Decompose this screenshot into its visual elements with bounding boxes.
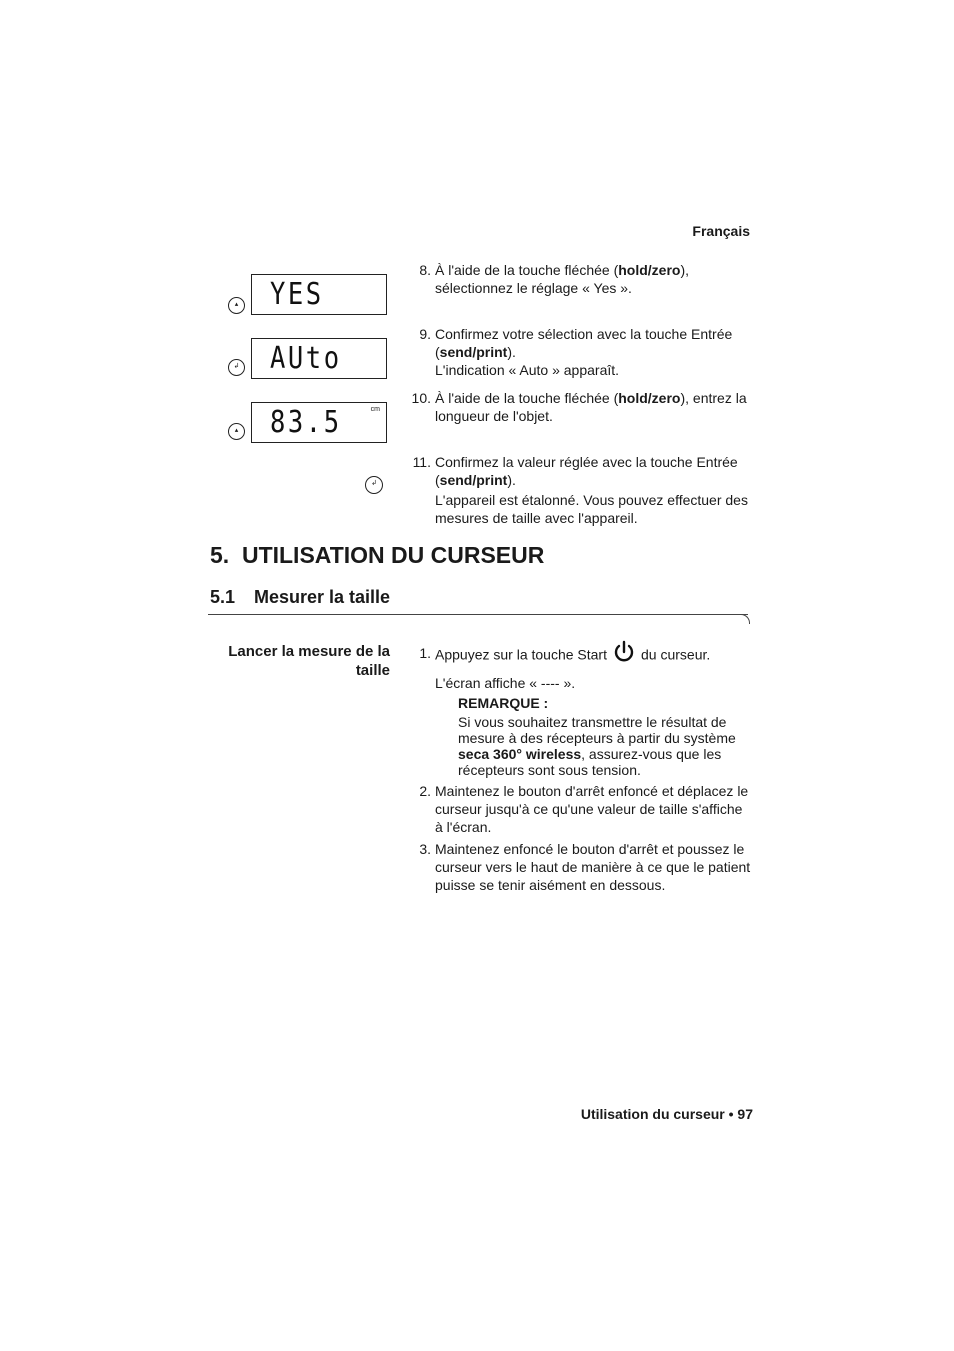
step-number: 9. [419,326,431,342]
lcd-text: AUto [270,341,342,376]
enter-key-icon: ↲ [228,359,245,376]
page-footer: Utilisation du curseur • 97 [580,1106,753,1122]
step-number: 3. [419,841,431,857]
lcd-display-auto [251,338,387,379]
list-item [411,389,753,425]
key-name: send/print [439,472,508,488]
step-text: À l'aide de la touche fléchée ( [435,262,619,278]
divider [208,614,748,615]
step-text: Appuyez sur la touche Start [435,646,607,663]
note-text: Si vous souhaitez transmettre le résultat de mesure à des récepteurs à partir du système [458,714,736,746]
step-text: ), entrez la longueur de l'objet. [435,390,747,424]
step-result: L'indication « Auto » apparaît. [435,362,620,378]
step-number: 11. [412,454,431,470]
section-title: 5. UTILISATION DU CURSEUR [210,542,545,568]
key-name: send/print [439,344,508,360]
step-text: Maintenez le bouton d'arrêt enfoncé et déplacez le curseur jusqu'à ce qu'une valeur de taille s'affiche à l'écran. [435,783,749,835]
step-text: Maintenez enfoncé le bouton d'arrêt et poussez le curseur vers le haut de manière à ce que le patient puisse se tenir aisément en dessous. [435,841,751,893]
note-title: REMARQUE : [458,695,549,711]
list-item [411,782,753,836]
subsection-title [210,586,390,608]
step-text: Confirmez la valeur réglée avec la touche Entrée ( [435,454,738,488]
list-item [411,840,753,894]
lcd-display-value [251,402,387,443]
step-result: L'écran affiche « ---- ». [435,675,576,691]
note-box [458,694,748,778]
subsection-label: Mesurer la taille [254,587,391,607]
language-label: Français [692,223,750,239]
list-item [411,261,753,297]
key-name: hold/zero [618,262,681,278]
step-number: 10. [411,390,431,406]
lcd-unit: cm [370,406,380,413]
lcd-text: 83.5 [270,405,342,440]
note-text: , assurez-vous que les récepteurs sont sous tension. [458,746,722,778]
key-name: hold/zero [618,390,681,406]
power-icon [613,640,635,668]
step-text: du curseur. [641,646,711,663]
step-number: 1. [419,645,431,661]
divider-corner [740,614,750,624]
step-text: ), sélectionnez le réglage « Yes ». [435,262,690,296]
subsection-number: 5.1 [210,587,236,607]
note-system-name: seca 360° wireless [458,746,582,762]
list-item [411,325,753,379]
arrow-key-icon: ▴ [228,423,245,440]
step-text: À l'aide de la touche fléchée ( [435,390,619,406]
side-heading: Lancer la mesure de la taille [228,643,390,679]
lcd-text: YES [270,277,324,312]
step-text: ). [507,472,516,488]
list-item [411,644,753,692]
step-result: L'appareil est étalonné. Vous pouvez effectuer des mesures de taille avec l'appareil. [435,492,748,526]
list-item [411,453,753,527]
lcd-display-yes [251,274,387,315]
step-text: Confirmez votre sélection avec la touche Entrée ( [435,326,733,360]
arrow-key-icon: ▴ [228,297,245,314]
step-number: 8. [419,262,431,278]
enter-key-icon: ↲ [365,476,383,494]
step-number: 2. [419,783,431,799]
step-text: ). [507,344,516,360]
